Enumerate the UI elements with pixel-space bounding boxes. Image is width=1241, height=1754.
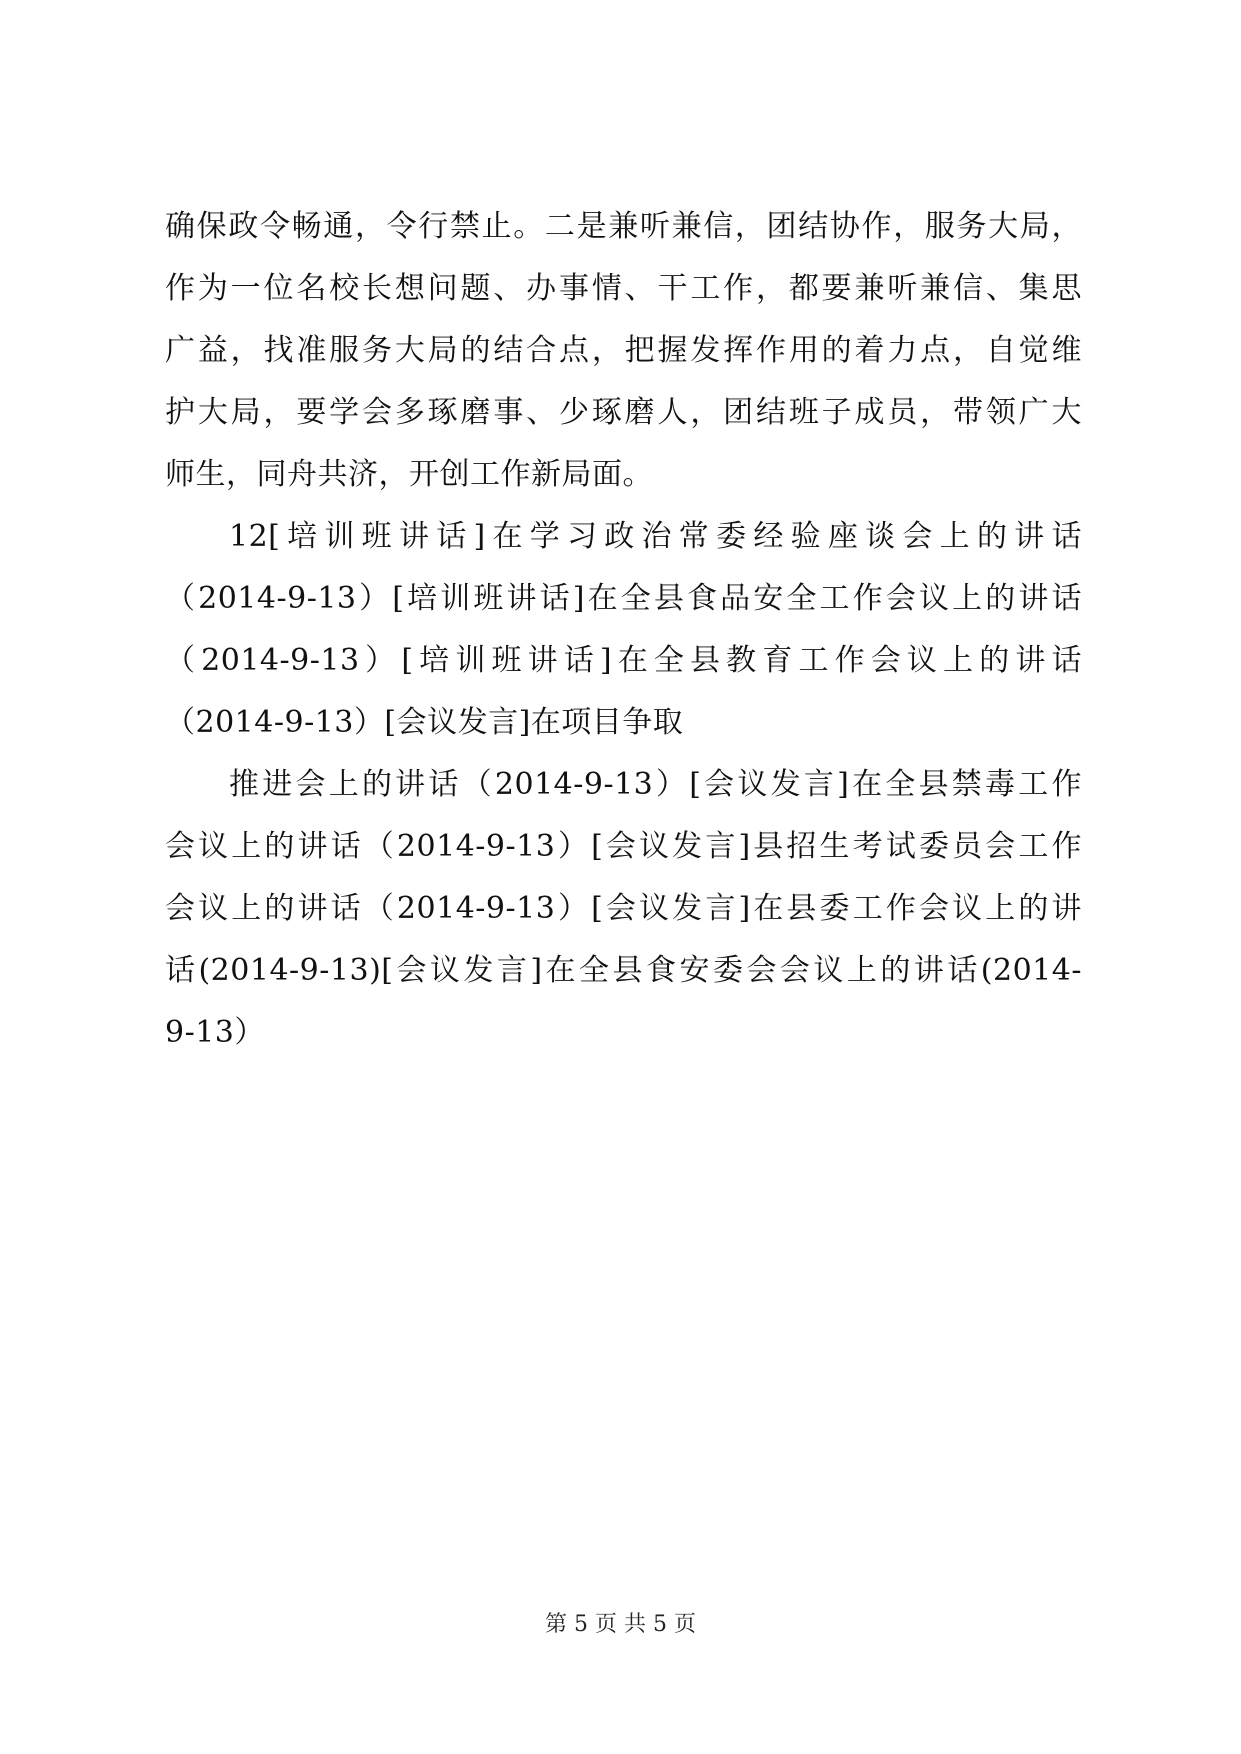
text-line: 推进会上的讲话（2014-9-13）[会议发言]在全县禁毒工作 xyxy=(229,767,1082,802)
text-line: （2014-9-13）[培训班讲话]在全县食品安全工作会议上的讲话 xyxy=(165,581,1082,616)
page-number-footer: 第 5 页 共 5 页 xyxy=(545,1612,696,1637)
text-line: （2014-9-13）[培训班讲话]在全县教育工作会议上的讲话 xyxy=(165,643,1082,678)
text-line: 话(2014-9-13)[会议发言]在全县食安委会会议上的讲话(2014- xyxy=(165,953,1082,988)
text-line: 护大局，要学会多琢磨事、少琢磨人，团结班子成员，带领广大 xyxy=(165,395,1082,430)
text-line: 会议上的讲话（2014-9-13）[会议发言]在县委工作会议上的讲 xyxy=(165,891,1082,926)
text-line: 确保政令畅通，令行禁止。二是兼听兼信，团结协作，服务大局， xyxy=(165,209,1082,244)
text-line: （2014-9-13）[会议发言]在项目争取 xyxy=(165,705,684,740)
text-line: 师生，同舟共济，开创工作新局面。 xyxy=(165,457,653,492)
body-text xyxy=(165,196,1082,1064)
text-line: 广益，找准服务大局的结合点，把握发挥作用的着力点，自觉维 xyxy=(165,333,1082,368)
text-line: 作为一位名校长想问题、办事情、干工作，都要兼听兼信、集思 xyxy=(165,271,1082,306)
text-line: 9-13） xyxy=(165,1015,265,1050)
text-line: 会议上的讲话（2014-9-13）[会议发言]县招生考试委员会工作 xyxy=(165,829,1082,864)
text-line: 12[培训班讲话]在学习政治常委经验座谈会上的讲话 xyxy=(229,519,1082,554)
